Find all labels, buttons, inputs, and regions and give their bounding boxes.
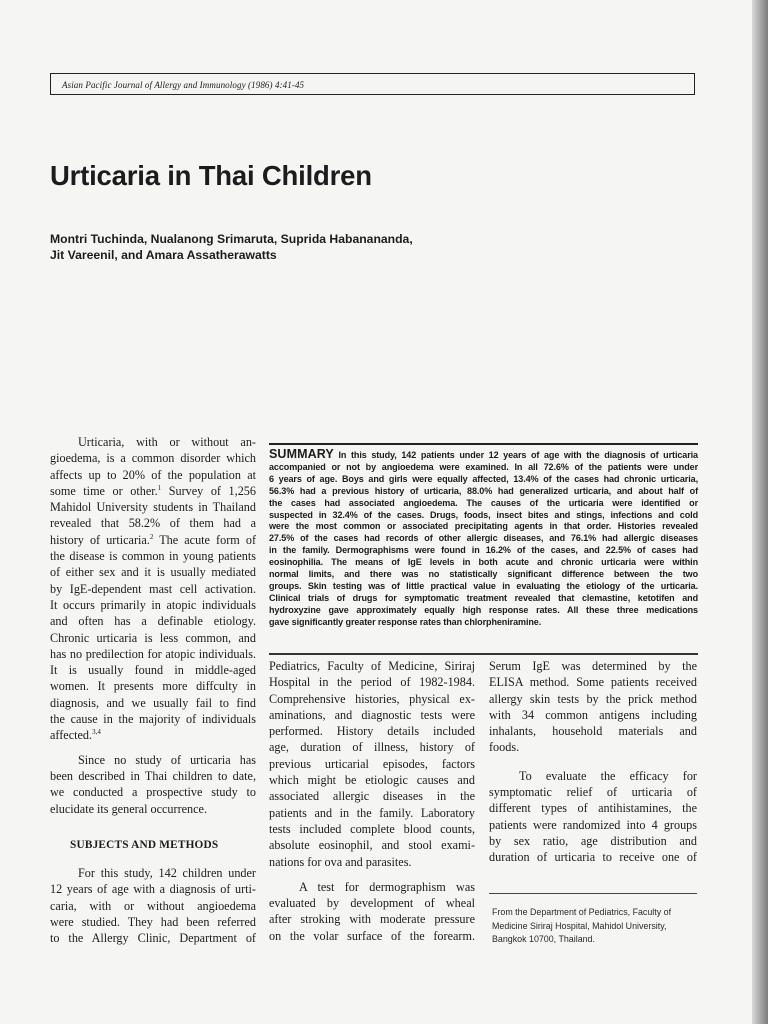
text-fragment: history of urticaria.: [50, 532, 150, 547]
section-heading: SUBJECTS AND METHODS: [70, 838, 219, 851]
text-line: has no predilection for atopic individuals.: [50, 646, 256, 661]
text-line: [50, 532, 256, 548]
journal-citation: Asian Pacific Journal of Allergy and Immunology (1986) 4:41-45: [62, 80, 305, 90]
text-line: Since no study of urticaria has: [78, 752, 256, 767]
text-line: associated allergic diseases in the: [269, 789, 475, 804]
page-edge-shadow: [752, 0, 768, 1024]
text-line: foods.: [489, 740, 520, 755]
text-line: From the Department of Pediatrics, Faculty of: [492, 907, 672, 917]
summary-block: [269, 443, 698, 629]
citation: 1: [157, 483, 162, 492]
text-line: nations for ova and parasites.: [269, 854, 412, 869]
text-line: duration of urticaria to receive one of: [489, 850, 697, 865]
text-fragment: In this study, 142 patients under 12 years of age with the diagnosis of urticaria: [333, 450, 698, 460]
article-title: Urticaria in Thai Children: [50, 160, 372, 191]
text-fragment: Survey of 1,256: [161, 483, 256, 498]
text-line: gioedema, is a common disorder which: [50, 451, 256, 466]
methods-column-continued: [489, 658, 697, 866]
text-line: Urticaria, with or without an-: [78, 435, 256, 449]
text-line: by IgE-dependent mast cell activation.: [50, 581, 256, 596]
text-line: Hospital in the period of 1982-1984.: [269, 675, 475, 690]
text-line: the cases had associated angioedema. The causes of the urticaria were identified or: [269, 497, 698, 508]
text-line: absolute eosinophil, and stool exami-: [269, 838, 475, 853]
text-line: aminations, and diagnostic tests were: [269, 707, 475, 722]
text-line: 6 years of age. Boys and girls were equally affected, 13.4% of the cases had chronic urticaria,: [269, 473, 698, 484]
text-line: Serum IgE was determined by the: [489, 659, 697, 673]
text-line: affects up to 20% of the population at: [50, 467, 256, 482]
text-line: diagnosis, and we usually fail to find: [50, 695, 256, 710]
text-line: the disease is common in young patients: [50, 549, 256, 564]
author-list: [50, 231, 413, 263]
header-rule: [694, 73, 695, 95]
text-line: elucidate its general occurrence.: [50, 801, 207, 816]
text-line: Comprehensive histories, physical ex-: [269, 691, 475, 706]
text-line: [50, 727, 256, 743]
text-line: and often has a definable etiology.: [50, 614, 256, 629]
text-line: tests included complete blood counts,: [269, 821, 475, 836]
text-line: been described in Thai children to date,: [50, 768, 256, 783]
text-line: accompanied or not by angioedema were examined. In all 72.6% of the patients were under: [269, 461, 698, 472]
citation: 3,4: [92, 728, 101, 737]
text-line: gave significantly greater response rates than chlorpheniramine.: [269, 616, 542, 627]
text-line: evaluated by development of wheal: [269, 896, 475, 911]
text-line: age, duration of illness, history of: [269, 740, 475, 755]
text-line: It occurs primarily in atopic individuals: [50, 597, 256, 612]
text-line: we conducted a prospective study to: [50, 785, 256, 800]
text-line: groups. Skin testing was of little practical value in evaluating the etiology of the urticaria.: [269, 580, 698, 591]
text-line: in the family. Dermographisms were found in 16.2% of the cases, and 22.5% of cases had: [269, 545, 698, 556]
affiliation-footnote: [492, 906, 700, 947]
text-fragment: affected.: [50, 728, 93, 743]
author-line: Jit Vareenil, and Amara Assatherawatts: [50, 248, 277, 262]
text-line: A test for dermographism was: [299, 879, 475, 894]
text-line: normal limits, and there was no statistically significant difference between the two: [269, 569, 698, 580]
text-line: ELISA method. Some patients received: [489, 675, 697, 690]
text-line: different types of antihistamines, the: [489, 801, 697, 816]
text-line: which might be etiologic causes and: [269, 773, 475, 788]
text-line: 12 years of age with a diagnosis of urti-: [50, 882, 256, 897]
text-line: Pediatrics, Faculty of Medicine, Siriraj: [269, 659, 475, 673]
text-line: were studied. They had been referred: [50, 915, 256, 930]
text-line: inhalants, household materials and: [489, 724, 697, 739]
text-line: hydroxyzine gave approximately equally high response rates. All these three medications: [269, 604, 698, 615]
text-line: [50, 483, 256, 499]
text-line: [269, 449, 698, 462]
text-line: 56.3% had a previous history of urticaria, 88.0% had generalized urticaria, and about half of: [269, 485, 698, 496]
text-line: performed. History details included: [269, 724, 475, 739]
text-line: patients were randomized into 4 groups: [489, 817, 697, 832]
text-line: For this study, 142 children under: [78, 866, 256, 881]
text-line: previous urticarial episodes, factors: [269, 756, 475, 771]
citation: 2: [149, 532, 154, 541]
text-line: of either sex and it is usually mediated: [50, 565, 256, 580]
text-line: patients and in the family. Laboratory: [269, 805, 475, 820]
text-line: after stroking with moderate pressure: [269, 912, 475, 927]
summary-rule: [269, 653, 698, 655]
intro-column: [50, 434, 256, 947]
text-line: caria, with or without angioedema: [50, 898, 256, 913]
text-line: on the volar surface of the forearm.: [269, 928, 475, 943]
text-line: It is usually found in middle-aged: [50, 663, 256, 678]
text-line: women. It presents more diffculty in: [50, 679, 256, 694]
text-line: eosinophilia. The means of IgE levels in both acute and chronic urticaria were within: [269, 557, 698, 568]
author-line: Montri Tuchinda, Nualanong Srimaruta, Suprida Habanananda,: [50, 232, 413, 246]
text-line: revealed that 58.2% of them had a: [50, 516, 256, 531]
text-line: with 34 common antigens including: [489, 707, 697, 722]
text-line: To evaluate the efficacy for: [519, 768, 697, 783]
methods-column: [269, 658, 475, 944]
text-line: the cause in the majority of individuals: [50, 712, 256, 727]
text-fragment: some time or other.: [50, 483, 158, 498]
text-line: by sex ratio, age distribution and: [489, 833, 697, 848]
text-line: 27.5% of the cases had records of other allergic diseases, and 76.1% had allergic diseases: [269, 533, 698, 544]
summary-label: SUMMARY: [269, 447, 334, 461]
text-line: symptomatic relief of urticaria of: [489, 785, 697, 800]
text-line: Bangkok 10700, Thailand.: [492, 934, 595, 945]
text-line: suspected in 32.4% of the cases. Drugs, foods, insect bites and stings, infections and cold: [269, 509, 698, 520]
footnote-rule: [489, 893, 697, 894]
text-line: were the most common or associated precipitating agents in that order. Histories revealed: [269, 521, 698, 532]
text-line: allergy skin tests by the prick method: [489, 691, 697, 706]
text-fragment: The acute form of: [153, 532, 256, 547]
text-line: Medicine Siriraj Hospital, Mahidol University,: [492, 920, 667, 931]
text-line: Mahidol University students in Thailand: [50, 500, 256, 515]
text-line: to the Allergy Clinic, Department of: [50, 931, 256, 946]
text-line: Clinical trials of drugs for symptomatic treatment revealed that clemastine, ketotifen and: [269, 592, 698, 603]
text-line: Chronic urticaria is less common, and: [50, 630, 256, 645]
